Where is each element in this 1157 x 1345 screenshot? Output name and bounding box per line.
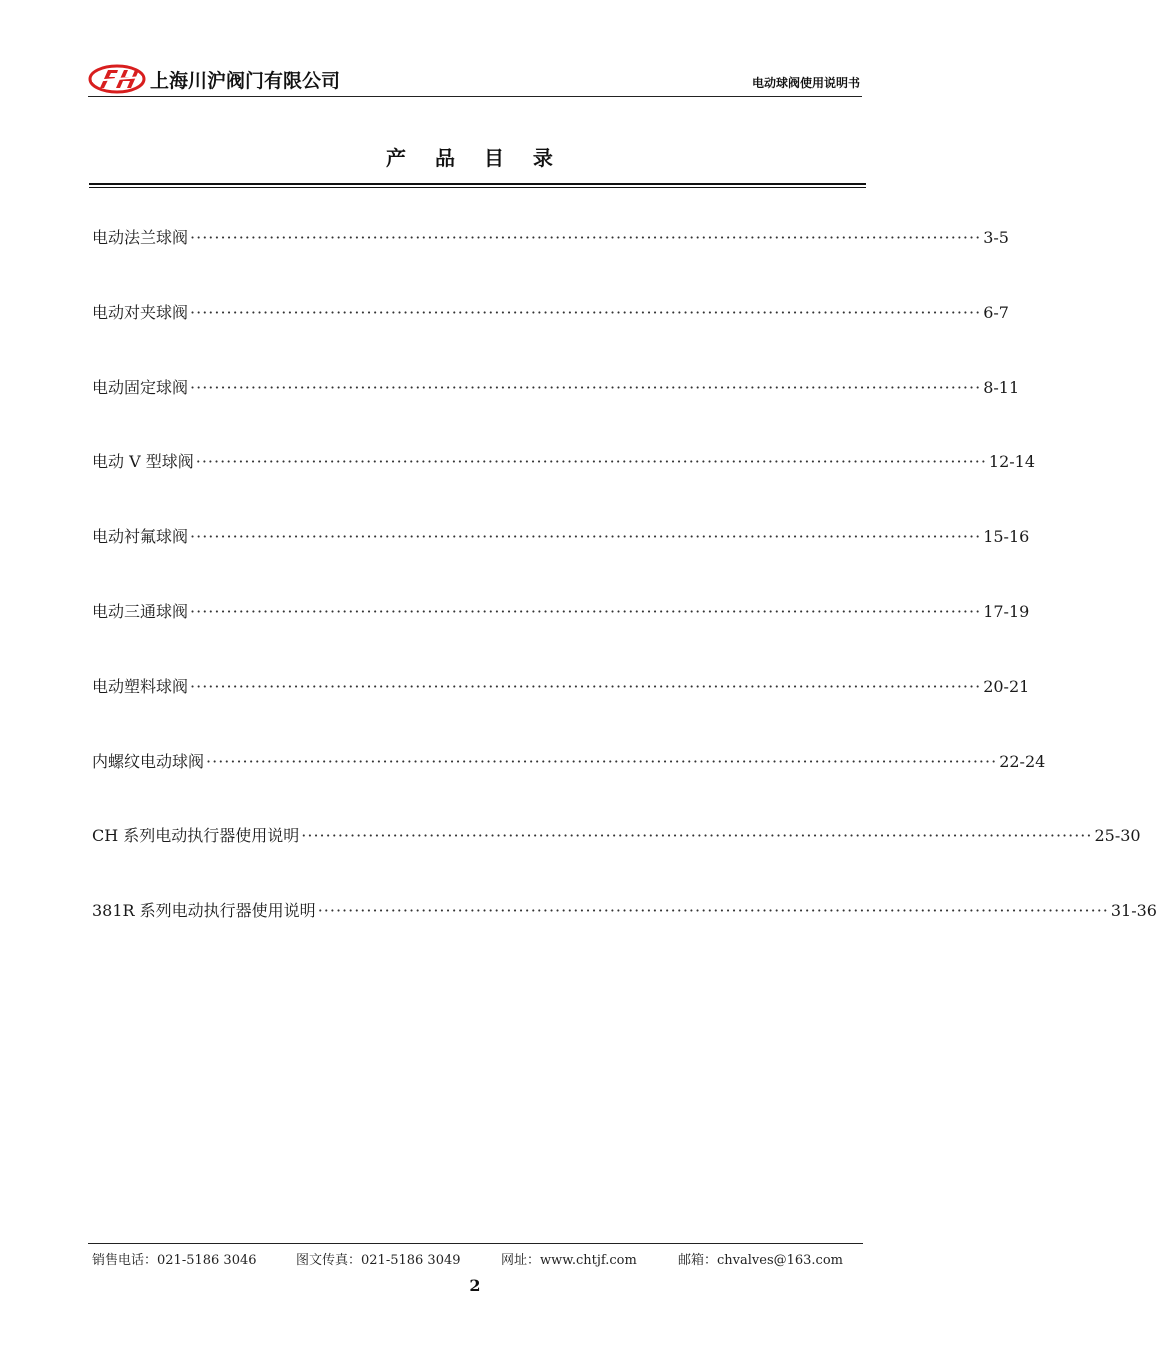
toc-entry[interactable] xyxy=(92,527,1030,602)
title-divider xyxy=(89,183,866,185)
email-link[interactable]: 邮箱：chvalves@163.com xyxy=(678,1253,843,1268)
toc-entry[interactable] xyxy=(92,601,1030,677)
toc-entry-label: 电动对夹球阀 xyxy=(92,302,189,322)
toc-entry[interactable] xyxy=(92,452,1036,527)
toc-entry-page: 6-7 xyxy=(983,302,1009,322)
toc-leader-dots: ·································································································································· xyxy=(301,826,1093,846)
toc-entry-page: 8-11 xyxy=(983,377,1020,397)
toc-leader-dots: ·································································································································· xyxy=(190,302,982,322)
toc-entry[interactable] xyxy=(92,901,1157,976)
page-footer xyxy=(88,1243,863,1268)
toc-entry-page: 25-30 xyxy=(1094,826,1141,846)
page-number: 2 xyxy=(469,1276,481,1295)
website-link[interactable]: 网址：www.chtjf.com xyxy=(501,1253,637,1268)
toc-entry[interactable] xyxy=(92,826,1141,901)
toc-entry-label: 电动三通球阀 xyxy=(92,601,189,621)
toc-entry-page: 12-14 xyxy=(988,452,1036,472)
toc-entry-label: 电动塑料球阀 xyxy=(92,676,189,696)
toc-entry[interactable] xyxy=(92,228,1009,303)
toc-leader-dots: ·································································································································· xyxy=(195,452,987,472)
toc-entry-label: CH 系列电动执行器使用说明 xyxy=(92,826,300,846)
toc-entry[interactable] xyxy=(92,302,1009,378)
sales-phone: 销售电话：021-5186 3046 xyxy=(92,1253,257,1268)
toc-leader-dots: ·································································································································· xyxy=(190,377,982,397)
company-name: 上海川沪阀门有限公司 xyxy=(150,70,341,92)
ch-brand-logo-icon xyxy=(88,64,146,94)
toc-leader-dots: ·································································································································· xyxy=(190,676,982,696)
toc-entry-label: 电动固定球阀 xyxy=(92,377,189,397)
toc-title: 产 品 目 录 xyxy=(386,146,564,170)
toc-leader-dots: ·································································································································· xyxy=(206,751,998,771)
document-title: 电动球阀使用说明书 xyxy=(751,76,860,90)
toc-leader-dots: ·································································································································· xyxy=(317,901,1109,921)
toc-entry-page: 20-21 xyxy=(983,676,1030,696)
toc-entry-label: 381R 系列电动执行器使用说明 xyxy=(92,901,316,921)
toc-entry-label: 内螺纹电动球阀 xyxy=(92,751,205,771)
toc-entry[interactable] xyxy=(92,751,1046,827)
toc-entry-page: 31-36 xyxy=(1110,901,1157,921)
page-header xyxy=(88,62,862,97)
toc-leader-dots: ·································································································································· xyxy=(190,228,982,247)
toc-entry-label: 电动 V 型球阀 xyxy=(92,452,194,472)
toc-leader-dots: ·································································································································· xyxy=(190,601,982,621)
toc-entry[interactable] xyxy=(92,377,1020,453)
fax-number: 图文传真：021-5186 3049 xyxy=(296,1253,461,1268)
toc-entry-page: 17-19 xyxy=(983,601,1030,621)
toc-entry[interactable] xyxy=(92,676,1030,752)
toc-entry-page: 22-24 xyxy=(999,751,1046,771)
toc-entry-page: 15-16 xyxy=(983,527,1030,547)
toc-entry-label: 电动衬氟球阀 xyxy=(92,527,189,547)
toc-leader-dots: ·································································································································· xyxy=(190,527,982,547)
toc-entry-page: 3-5 xyxy=(983,228,1009,247)
title-divider-thin xyxy=(89,187,866,188)
toc-list xyxy=(92,228,1157,976)
toc-entry-label: 电动法兰球阀 xyxy=(92,228,189,247)
